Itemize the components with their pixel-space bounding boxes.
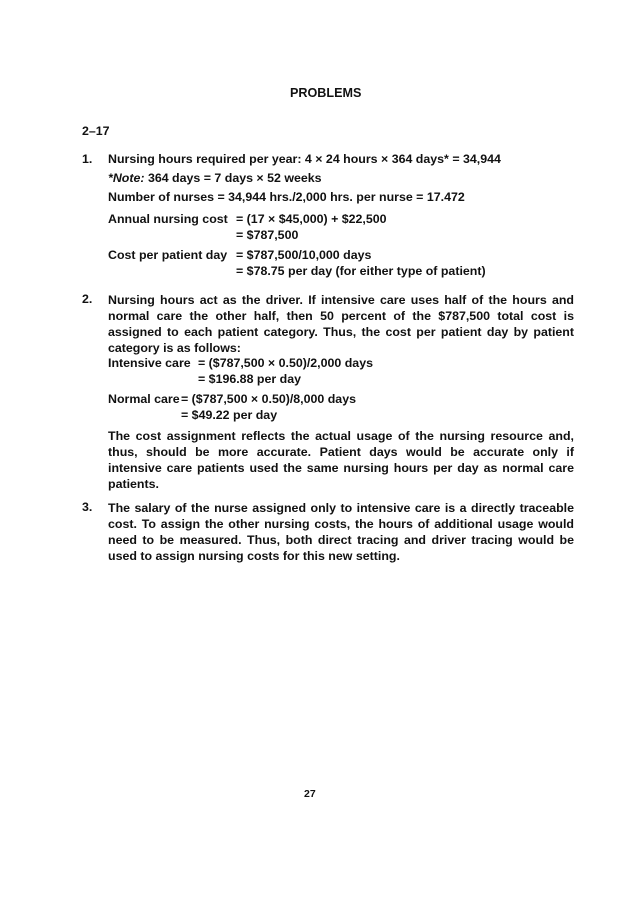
intensive-care-equation-2: = $196.88 per day [198, 372, 301, 386]
nursing-hours-line: Nursing hours required per year: 4 × 24 hours × 364 days* = 34,944 [108, 152, 501, 166]
answer-number: 3. [82, 500, 93, 514]
note-text: 364 days = 7 days × 52 weeks [147, 171, 322, 185]
intensive-care-equation-1: = ($787,500 × 0.50)/2,000 days [198, 356, 373, 370]
note-line [108, 171, 322, 185]
answer-number: 1. [82, 152, 93, 166]
cost-per-day-equation-1: = $787,500/10,000 days [236, 248, 372, 262]
problem-id: 2–17 [82, 124, 110, 138]
cost-per-day-label: Cost per patient day [108, 248, 228, 262]
driver-paragraph: Nursing hours act as the driver. If intensive care uses half of the hours and normal care the other half, then 50 percent of the $787,500 total cost is assigned to each patient category. Thus, the cost per patient day by patient category is as follows: [108, 293, 574, 355]
cost-per-day-equation-2: = $78.75 per day (for either type of patient) [236, 264, 486, 278]
page-number: 27 [304, 788, 316, 800]
normal-care-label: Normal care [108, 392, 180, 406]
normal-care-equation-2: = $49.22 per day [181, 408, 278, 422]
cost-assignment-paragraph: The cost assignment reflects the actual usage of the nursing resource and, thus, should be more accurate. Patient days would be accurate only if intensive care patients used the same nursing hours per day as normal care patients. [108, 429, 574, 491]
annual-cost-equation-1: = (17 × $45,000) + $22,500 [236, 212, 387, 226]
page-title: PROBLEMS [290, 86, 362, 100]
normal-care-equation-1: = ($787,500 × 0.50)/8,000 days [181, 392, 356, 406]
intensive-care-label: Intensive care [108, 356, 191, 370]
answer-number: 2. [82, 292, 93, 306]
number-of-nurses-line: Number of nurses = 34,944 hrs./2,000 hrs. per nurse = 17.472 [108, 190, 465, 204]
note-label: *Note: [108, 171, 145, 185]
salary-paragraph: The salary of the nurse assigned only to intensive care is a directly traceable cost. To assign the other nursing costs, the hours of additional usage would need to be measured. Thus, both direct tracing and driver tracing would be used to assign nursing costs for this new setting. [108, 501, 574, 563]
annual-cost-equation-2: = $787,500 [236, 228, 299, 242]
annual-cost-label: Annual nursing cost [108, 212, 228, 226]
